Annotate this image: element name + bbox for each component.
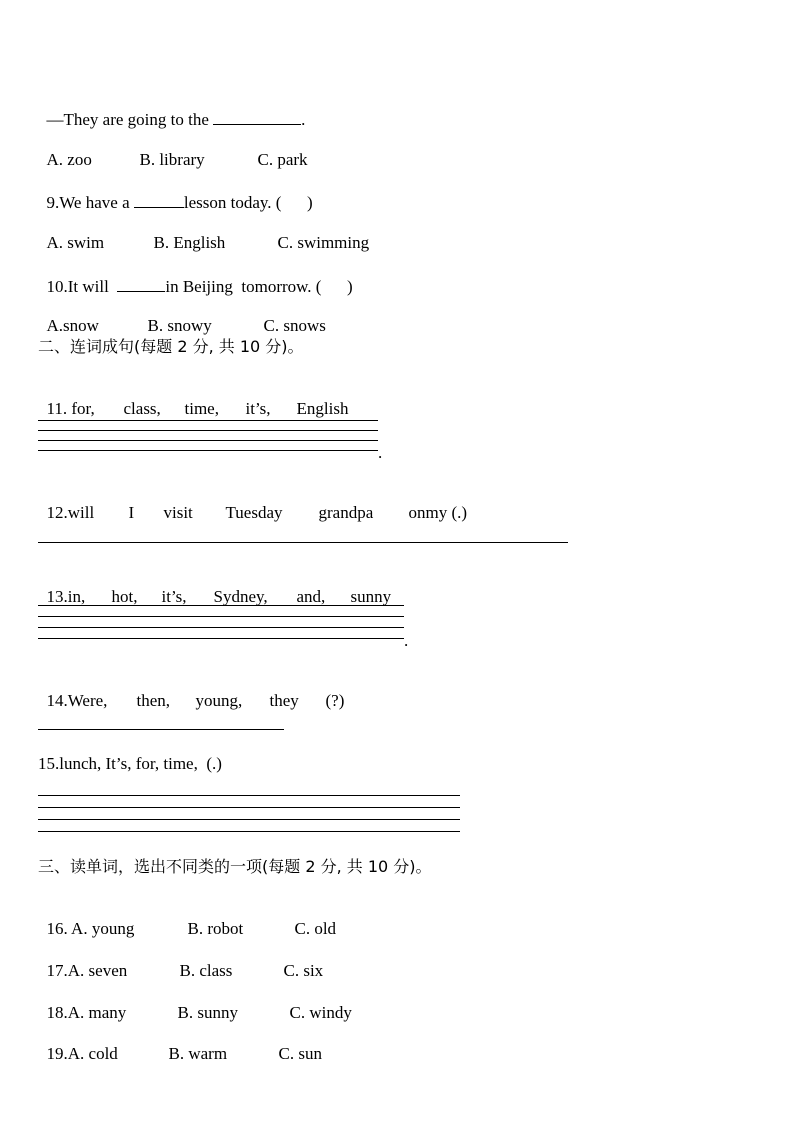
section-2-heading: 二、连词成句(每题 2 分, 共 10 分)。 (38, 337, 304, 356)
q8-options (38, 130, 308, 170)
q12-answer-line[interactable] (38, 542, 568, 543)
q10-option-b[interactable]: B. snowy (147, 316, 212, 335)
writing-line (38, 430, 378, 431)
q17-option-b[interactable]: B. class (179, 961, 233, 980)
q13-word: hot, (111, 587, 138, 606)
q10-stem: 10.It will in Beijing tomorrow. ( ) (46, 277, 353, 296)
q19-option-b[interactable]: B. warm (168, 1044, 228, 1063)
q13-word: Sydney, (213, 587, 268, 606)
q17-option-c[interactable]: C. six (283, 961, 324, 980)
q16-options (38, 899, 336, 939)
q9-stem: 9.We have a lesson today. ( ) (46, 193, 313, 212)
q13-word: 13.in, (46, 587, 86, 606)
q8-stem: —They are going to the . (46, 110, 306, 129)
q9-option-b[interactable]: B. English (153, 233, 226, 252)
q10-blank[interactable] (117, 275, 165, 292)
q11-word: class, (123, 399, 161, 418)
q16-option-c[interactable]: C. old (294, 919, 337, 938)
q12-word: 12.will (46, 503, 95, 522)
writing-line (38, 616, 404, 617)
q10-option-a[interactable]: A.snow (46, 316, 99, 335)
q17-options (38, 941, 323, 981)
q19-option-c[interactable]: C. sun (278, 1044, 322, 1063)
q14-word: young, (195, 691, 243, 710)
q14-answer-line[interactable] (38, 729, 284, 730)
q14-word: they (269, 691, 299, 710)
q19-options (38, 1024, 322, 1064)
q18-option-a[interactable]: 18.A. many (46, 1003, 127, 1022)
q8-option-b[interactable]: B. library (139, 150, 205, 169)
q10-option-c[interactable]: C. snows (263, 316, 326, 335)
q15-words: 15.lunch, It’s, for, time, (.) (38, 754, 222, 773)
writing-line (38, 420, 378, 421)
q11-word: 11. for, (46, 399, 95, 418)
q11-word: it’s, (245, 399, 271, 418)
q18-option-b[interactable]: B. sunny (177, 1003, 238, 1022)
q8-option-c[interactable]: C. park (257, 150, 308, 169)
q19-option-a[interactable]: 19.A. cold (46, 1044, 118, 1063)
q12-words (38, 483, 467, 523)
q12-word: I (128, 503, 135, 522)
q9-option-a[interactable]: A. swim (46, 233, 105, 252)
writing-line (38, 450, 378, 451)
writing-line (38, 831, 460, 832)
writing-line (38, 795, 460, 796)
q14-word: then, (136, 691, 171, 710)
q12-word: onmy (.) (408, 503, 468, 522)
writing-line (38, 807, 460, 808)
q10-options (38, 296, 326, 336)
q16-option-a[interactable]: 16. A. young (46, 919, 135, 938)
q13-word: it’s, (161, 587, 187, 606)
q11-end-period: . (378, 443, 383, 462)
q11-words (38, 379, 348, 419)
q12-word: visit (163, 503, 193, 522)
q11-word: time, (184, 399, 219, 418)
q14-word: (?) (325, 691, 345, 710)
q16-option-b[interactable]: B. robot (187, 919, 244, 938)
q13-end-period: . (404, 631, 409, 650)
q17-option-a[interactable]: 17.A. seven (46, 961, 128, 980)
q8-blank[interactable] (213, 108, 301, 125)
q9-option-c[interactable]: C. swimming (277, 233, 370, 252)
q8-option-a[interactable]: A. zoo (46, 150, 92, 169)
writing-line (38, 638, 404, 639)
q13-word: sunny (350, 587, 392, 606)
q18-option-c[interactable]: C. windy (289, 1003, 352, 1022)
q9-options (38, 213, 369, 253)
writing-line (38, 819, 460, 820)
section-3-heading: 三、读单词，选出不同类的一项(每题 2 分, 共 10 分)。 (38, 857, 432, 876)
q12-word: Tuesday (225, 503, 283, 522)
q11-word: English (296, 399, 349, 418)
q12-word: grandpa (318, 503, 374, 522)
q14-words (38, 671, 344, 711)
q13-words (38, 567, 391, 607)
q9-blank[interactable] (134, 191, 184, 208)
writing-line (38, 605, 404, 606)
q13-word: and, (296, 587, 326, 606)
q18-options (38, 983, 352, 1023)
writing-line (38, 440, 378, 441)
writing-line (38, 627, 404, 628)
q14-word: 14.Were, (46, 691, 108, 710)
